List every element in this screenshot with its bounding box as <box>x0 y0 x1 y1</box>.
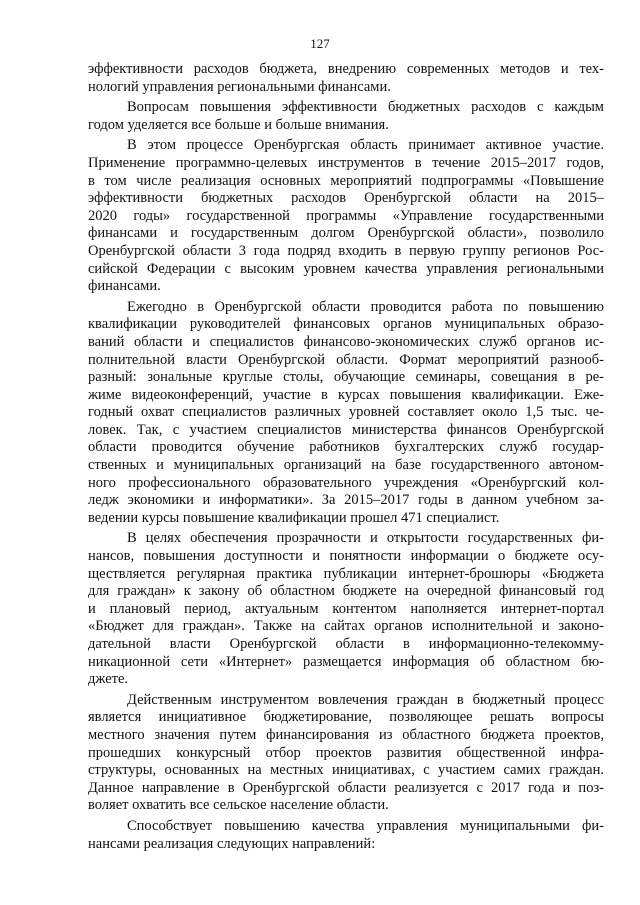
text-line: является инициативное бюджетирование, позволяющее решать вопросы <box>88 709 604 726</box>
text-line: годом уделяется все больше и больше внимания. <box>88 116 389 133</box>
text-line: Действенным инструментом вовлечения граждан в бюджетный процесс <box>127 691 604 708</box>
body-text <box>88 61 604 856</box>
text-line: ледж экономики и информатики». За 2015–2017 годы в данном учебном за- <box>88 492 604 509</box>
text-line: прошедших конкурсный отбор проектов развития общественной инфра- <box>88 744 604 761</box>
text-line: Применение программно-целевых инструментов в течение 2015–2017 годов, <box>88 154 604 171</box>
text-line: финансами. <box>88 278 161 295</box>
text-line: дательной власти Оренбургской области в информационно-телекомму- <box>88 636 604 652</box>
text-line: ного профессионального образовательного учреждения «Оренбургский кол- <box>88 474 604 491</box>
text-line: полнительной власти Оренбургской области. Формат мероприятий разнооб- <box>88 351 604 368</box>
text-line: ведении курсы повышение квалификации прошел 471 специалист. <box>88 509 500 526</box>
text-line: в том числе реализация основных мероприятий подпрограммы «Повышение <box>88 172 604 189</box>
text-line: годный охват специалистов различных уровней составляет около 1,5 тыс. че- <box>88 404 604 421</box>
text-line: и плановый период, актуальным контентом наполняется интернет-портал <box>88 600 604 617</box>
text-line: ществляется регулярная практика публикации интернет-брошюры «Бюджета <box>88 565 604 582</box>
text-line: нансов, повышения доступности и понятности информации о бюджете осу- <box>88 548 604 565</box>
text-line: эффективности бюджетных расходов Оренбургской области на 2015– <box>88 190 604 207</box>
text-line: нансами реализация следующих направлений: <box>88 835 376 852</box>
text-line: никационной сети «Интернет» размещается информация об областном бю- <box>88 653 604 670</box>
text-line: ваний области и специалистов финансово-экономических служб органов ис- <box>88 333 604 350</box>
text-line: нологий управления региональными финансами. <box>88 78 391 95</box>
paragraph <box>88 61 604 96</box>
text-line: сийской Федерации с высоким уровнем качества управления региональными <box>88 260 604 277</box>
text-line: Данное направление в Оренбургской области реализуется с 2017 года и поз- <box>88 779 604 796</box>
text-line: воляет охватить все сельское население области. <box>88 797 389 814</box>
text-line: для граждан» к закону об областном бюджете на очередной финансовый год <box>88 583 604 600</box>
text-line: Оренбургской области 3 года подряд входить в первую группу регионов Рос- <box>88 242 604 259</box>
page-number: 127 <box>310 36 330 51</box>
text-line: Вопросам повышения эффективности бюджетных расходов с каждым <box>127 99 604 116</box>
paragraph <box>88 692 604 815</box>
text-line: квалификации руководителей финансовых органов муниципальных образо- <box>88 316 604 333</box>
text-line: области проводится обучение работников бухгалтерских служб государ- <box>88 439 604 456</box>
paragraph <box>88 530 604 688</box>
text-line: Ежегодно в Оренбургской области проводится работа по повышению <box>127 298 604 315</box>
text-line: финансами и государственным долгом Оренбургской области», позволило <box>88 225 604 242</box>
text-line: 2020 годы» государственной программы «Управление государственными <box>88 207 604 224</box>
paragraph <box>88 99 604 134</box>
text-line: В целях обеспечения прозрачности и открытости государственных фи- <box>127 530 604 547</box>
text-line: Способствует повышению качества управления муниципальными фи- <box>127 817 604 834</box>
text-line: структуры, основанных на местных инициативах, с участием самих граждан. <box>88 762 604 779</box>
paragraph <box>88 137 604 295</box>
paragraph <box>88 299 604 528</box>
text-line: эффективности расходов бюджета, внедрению современных методов и тех- <box>88 61 604 77</box>
text-line: ловек. Так, с участием специалистов министерства финансов Оренбургской <box>88 421 604 438</box>
text-line: В этом процессе Оренбургская область принимает активное участие. <box>127 137 604 154</box>
text-line: ственных и муниципальных организаций на базе государственного автоном- <box>88 457 604 474</box>
text-line: джете. <box>88 671 129 688</box>
text-line: «Бюджет для граждан». Также на сайтах органов исполнительной и законо- <box>88 618 604 635</box>
text-line: жиме видеоконференций, участие в курсах повышения квалификации. Еже- <box>88 386 604 403</box>
text-line: местного значения путем финансирования из областного бюджета проектов, <box>88 726 604 743</box>
paragraph <box>88 818 604 853</box>
text-line: разный: зональные круглые столы, обучающие семинары, совещания в ре- <box>88 369 604 386</box>
